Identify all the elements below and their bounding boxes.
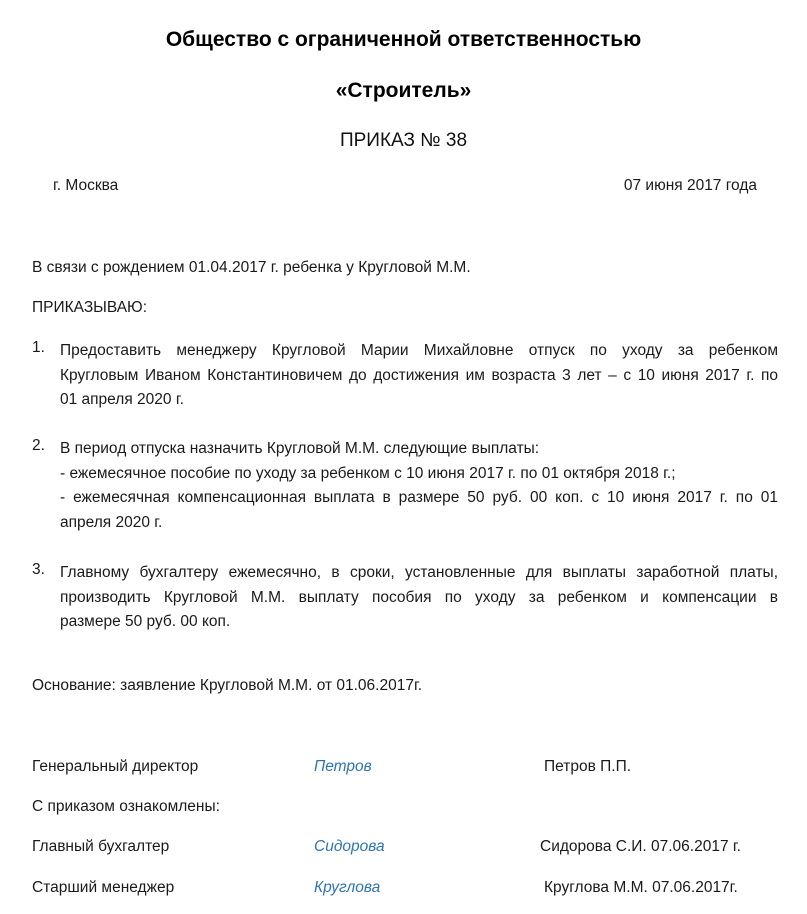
list-item-number: 1. xyxy=(32,339,45,356)
manager-position: Старший менеджер xyxy=(32,879,175,896)
order-word: ПРИКАЗЫВАЮ: xyxy=(32,299,148,316)
text-line: - ежемесячное пособие по уходу за ребенком с 10 июня 2017 г. по 01 октября 2018 г.; xyxy=(60,464,676,482)
text-line: - ежемесячная компенсационная выплата в размере 50 руб. 00 коп. с 10 июня 2017 г. по 01 xyxy=(60,489,778,506)
manager-name: Круглова М.М. 07.06.2017г. xyxy=(544,879,738,896)
director-position: Генеральный директор xyxy=(32,758,199,775)
list-item-text xyxy=(60,561,778,635)
list-item-number: 2. xyxy=(32,437,45,454)
text-line: размере 50 руб. 00 коп. xyxy=(60,613,231,630)
list-item-number: 3. xyxy=(32,561,45,578)
text-line: В период отпуска назначить Кругловой М.М. следующие выплаты: xyxy=(60,440,540,457)
manager-signature: Круглова xyxy=(314,879,381,896)
list-item-text xyxy=(60,339,778,413)
director-signature: Петров xyxy=(314,758,372,775)
text-line: Кругловым Иваном Константиновичем до достижения им возраста 3 лет – с 10 июня 2017 г. по xyxy=(60,366,778,384)
director-name: Петров П.П. xyxy=(544,758,632,775)
text-line: Предоставить менеджеру Кругловой Марии Михайловне отпуск по уходу за ребенком xyxy=(60,342,778,359)
text-line: апреля 2020 г. xyxy=(60,513,163,531)
organization-name-line2: «Строитель» xyxy=(335,79,472,102)
accountant-signature: Сидорова xyxy=(314,838,385,855)
intro-text: В связи с рождением 01.04.2017 г. ребенка у Кругловой М.М. xyxy=(32,259,471,276)
organization-name-line1: Общество с ограниченной ответственностью xyxy=(165,28,642,51)
text-line: 01 апреля 2020 г. xyxy=(60,391,184,408)
accountant-name: Сидорова С.И. 07.06.2017 г. xyxy=(540,838,741,855)
basis-text: Основание: заявление Кругловой М.М. от 01.06.2017г. xyxy=(32,677,423,694)
text-line: Главному бухгалтеру ежемесячно, в сроки, установленные для выплаты заработной платы, xyxy=(60,564,778,581)
city: г. Москва xyxy=(53,177,119,194)
list-item-text xyxy=(60,437,778,535)
order-date: 07 июня 2017 года xyxy=(623,177,757,194)
accountant-position: Главный бухгалтер xyxy=(32,838,170,855)
acquainted-label: С приказом ознакомлены: xyxy=(32,798,220,815)
text-line: производить Кругловой М.М. выплату пособия по уходу за ребенком и компенсации в xyxy=(60,588,778,606)
order-title: ПРИКАЗ № 38 xyxy=(339,130,468,151)
